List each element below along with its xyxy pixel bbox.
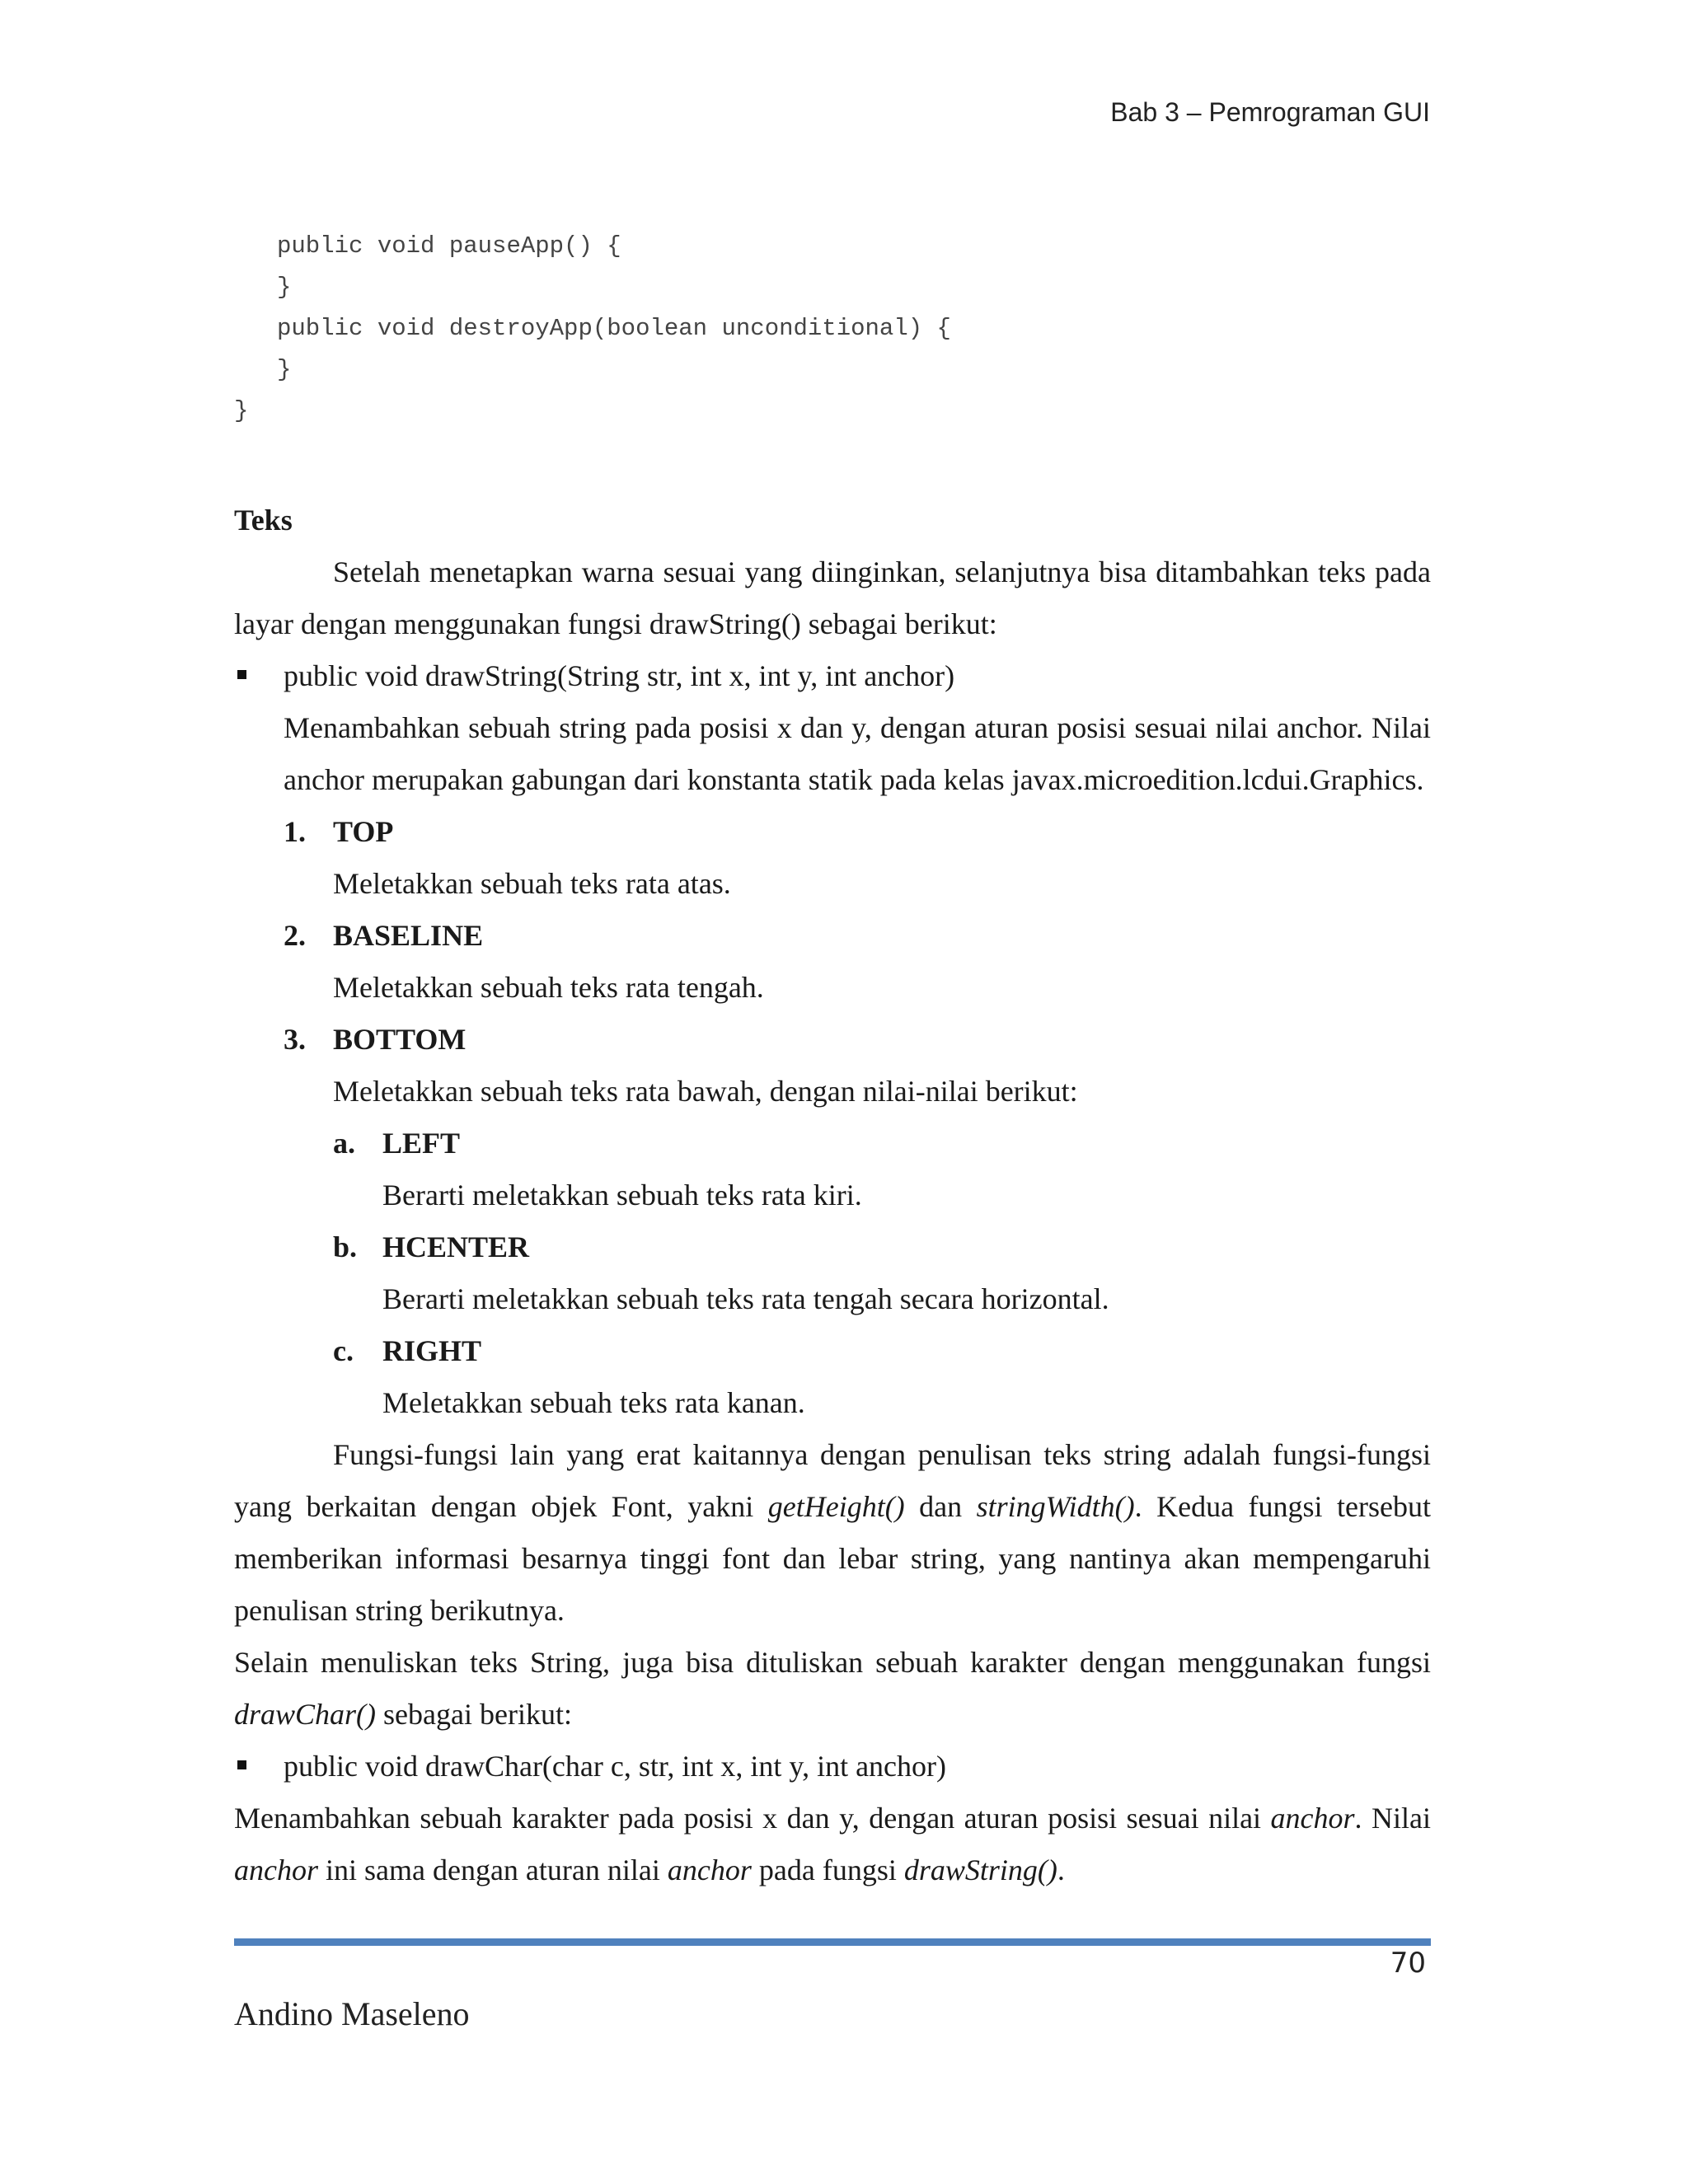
paragraph-drawchar-intro (234, 1637, 1431, 1741)
code-line: } (277, 356, 292, 383)
paragraph-text: Menambahkan sebuah karakter pada posisi x dan y, dengan aturan posisi sesuai nilai (234, 1802, 1271, 1835)
square-bullet-icon (237, 1760, 246, 1769)
paragraph-text: . Kedua fungsi tersebut memberikan informasi besarnya tinggi font dan lebar string, yang nantinya akan mempengaruhi penulisan string berikutnya. (234, 1490, 1431, 1627)
section-heading: Teks (234, 504, 293, 537)
sublist-item-title: HCENTER (382, 1230, 530, 1263)
list-item-title: BOTTOM (333, 1023, 467, 1056)
list-item-title: TOP (333, 815, 394, 848)
bullet-text: public void drawString(String str, int x, int y, int anchor) (284, 659, 955, 692)
list-number: 2. (284, 919, 306, 952)
paragraph-emphasis: drawString() (903, 1854, 1057, 1886)
intro-line-1: Setelah menetapkan warna sesuai yang diinginkan, selanjutnya bisa ditambahkan teks pada (333, 555, 1431, 588)
code-line: public void destroyApp(boolean unconditional) { (277, 315, 951, 342)
paragraph-emphasis: anchor (1270, 1802, 1355, 1835)
paragraph-emphasis: drawChar() (234, 1698, 377, 1731)
sublist-item-desc: Meletakkan sebuah teks rata kanan. (382, 1386, 805, 1419)
paragraph-text: ini sama dengan aturan nilai (318, 1854, 668, 1886)
paragraph-emphasis: getHeight() (767, 1490, 905, 1523)
paragraph-emphasis: stringWidth() (976, 1490, 1135, 1523)
code-line: public void pauseApp() { (277, 232, 621, 260)
sublist-item-title: RIGHT (382, 1334, 482, 1367)
body-text (234, 494, 1431, 1896)
sublist-item-title: LEFT (382, 1127, 461, 1160)
paragraph-text: sebagai berikut: (376, 1698, 572, 1731)
sublist-item-desc: Berarti meletakkan sebuah teks rata kiri. (382, 1179, 862, 1212)
paragraph-text: Fungsi-fungsi lain yang erat kaitannya dengan penulisan teks string adalah fungsi-fungsi yang berkaitan dengan objek Font, yakni (234, 1438, 1431, 1523)
list-item-bottom (234, 1014, 1431, 1066)
paragraph-text: dan (904, 1490, 977, 1523)
paragraph-emphasis: anchor (234, 1854, 318, 1886)
running-header: Bab 3 – Pemrograman GUI (1110, 97, 1430, 127)
paragraph-drawchar-desc (234, 1793, 1431, 1896)
bullet-item-drawstring (234, 650, 1431, 702)
list-item-baseline (234, 910, 1431, 962)
list-item-title: BASELINE (333, 919, 484, 952)
paragraph-font-functions (234, 1429, 1431, 1637)
footer-rule (234, 1938, 1431, 1946)
bullet-item-drawchar (234, 1741, 1431, 1793)
sublist-letter: b. (333, 1230, 358, 1263)
paragraph-text: Selain menuliskan teks String, juga bisa dituliskan sebuah karakter dengan menggunakan fungsi (234, 1646, 1431, 1679)
page-number: 70 (1390, 1947, 1426, 1980)
author-name: Andino Maseleno (234, 1995, 470, 2032)
sublist-item-hcenter (234, 1221, 1431, 1273)
list-item-desc: Meletakkan sebuah teks rata atas. (333, 867, 731, 900)
intro-line-2: layar dengan menggunakan fungsi drawString() sebagai berikut: (234, 607, 997, 640)
code-line: } (277, 274, 292, 301)
paragraph-text: . Nilai (1354, 1802, 1431, 1835)
list-item-top (234, 806, 1431, 858)
sublist-item-right (234, 1325, 1431, 1377)
sublist-letter: c. (333, 1334, 354, 1367)
bullet-text: public void drawChar(char c, str, int x, int y, int anchor) (284, 1750, 947, 1783)
list-number: 3. (284, 1023, 306, 1056)
paragraph-text: . (1057, 1854, 1065, 1886)
list-number: 1. (284, 815, 306, 848)
code-block (0, 0, 951, 424)
paragraph-emphasis: anchor (667, 1854, 752, 1886)
list-item-desc: Meletakkan sebuah teks rata bawah, dengan nilai-nilai berikut: (333, 1075, 1078, 1108)
bullet-description: Menambahkan sebuah string pada posisi x dan y, dengan aturan posisi sesuai nilai anchor. Nilai anchor merupakan gabungan dari konstanta statik pada kelas javax.microedition.lcdui.Graphics. (284, 711, 1431, 796)
square-bullet-icon (237, 670, 246, 679)
code-line: } (234, 397, 249, 424)
sublist-item-desc: Berarti meletakkan sebuah teks rata tengah secara horizontal. (382, 1282, 1109, 1315)
paragraph-text: pada fungsi (751, 1854, 904, 1886)
sublist-item-left (234, 1118, 1431, 1169)
list-item-desc: Meletakkan sebuah teks rata tengah. (333, 971, 764, 1004)
sublist-letter: a. (333, 1127, 355, 1160)
